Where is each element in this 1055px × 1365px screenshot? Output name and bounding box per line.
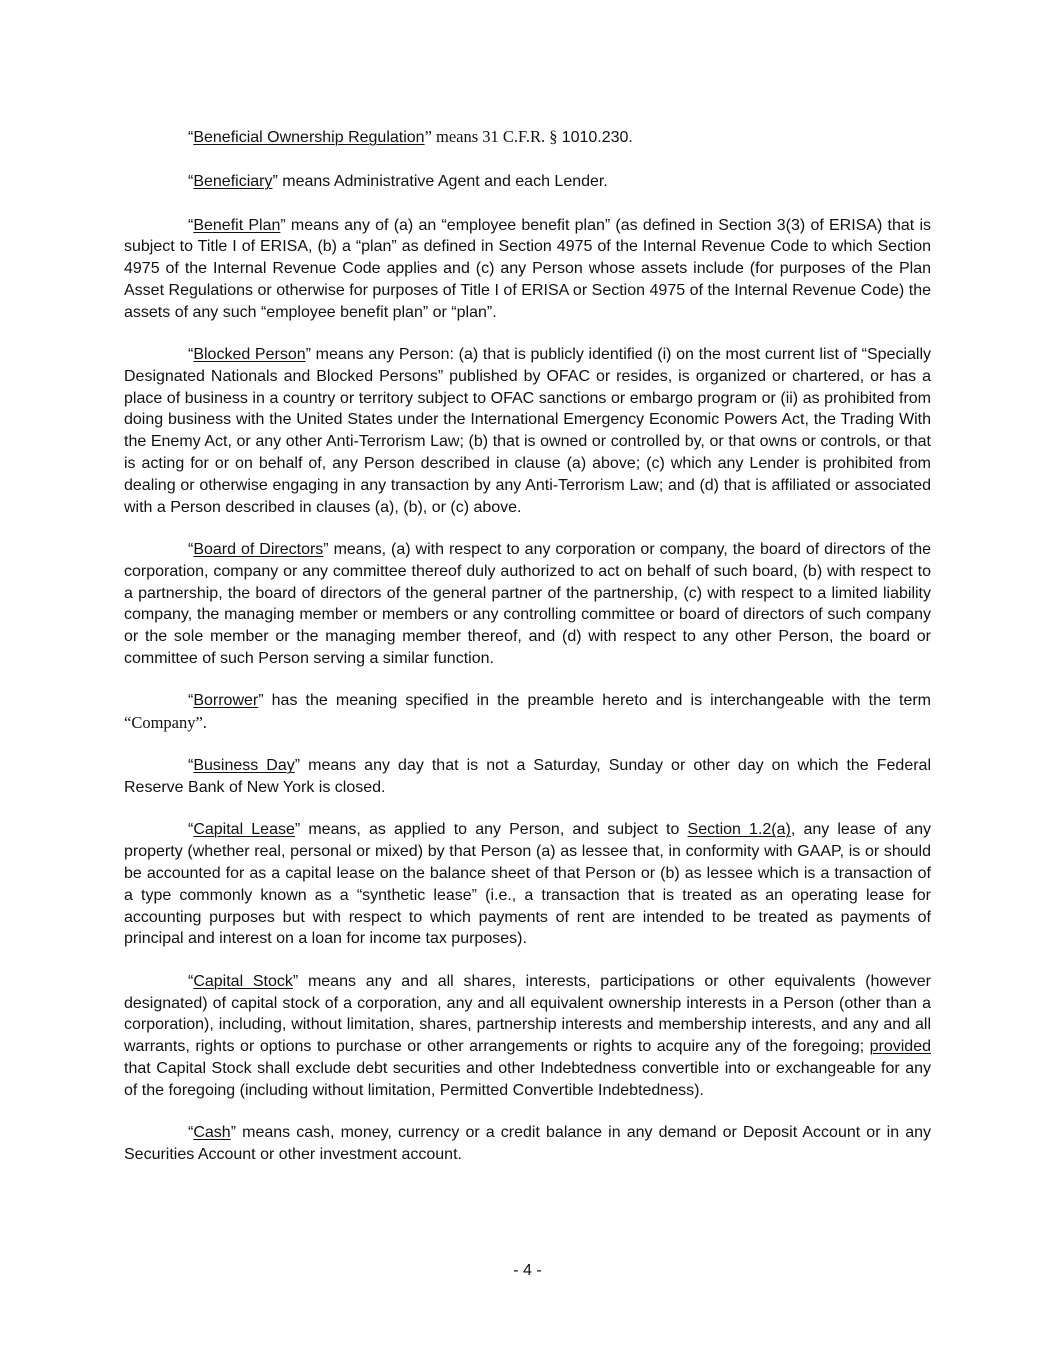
open-quote: “ bbox=[188, 1123, 194, 1141]
definition-text: that Capital Stock shall exclude debt securities and other Indebtedness convertible into or exchangeable for any of the foregoing (including without limitation, Permitted Convertible Indebtedness). bbox=[124, 1059, 931, 1099]
definition-text: ” means, as applied to any Person, and subject to bbox=[294, 821, 688, 839]
definition-text: 1010.230. bbox=[561, 129, 633, 146]
definition-text: ” means any and all shares, interests, participations or other equivalents (however designated) of capital stock of a corporation, any and all equivalent ownership interests in a Person (other than a corporation), including, without limitation, shares, partnership interests and membership interests, and any and all warrants, rights or options to purchase or other arrangements or rights to acquire any of the foregoing; bbox=[124, 972, 931, 1056]
definition-text: , any lease of any property (whether real, personal or mixed) by that Person (a) as lessee that, in conformity with GAAP, is or should be accounted for as a capital lease on the balance sheet of that Person or (b) as lessee which is a transaction of a type commonly known as a “synthetic lease” (i.e., a transaction that is treated as an operating lease for accounting purposes but with respect to which payments of rent are intended to be treated as payments of principal and interest on a loan for income tax purposes). bbox=[124, 821, 932, 948]
open-quote: “ bbox=[188, 216, 194, 234]
definition-blocked-person bbox=[124, 344, 931, 518]
document-page bbox=[124, 126, 931, 1186]
open-quote: “ bbox=[188, 972, 194, 990]
defined-term: Board of Directors bbox=[193, 540, 324, 558]
open-quote: “ bbox=[188, 692, 194, 710]
proviso-term: provided bbox=[869, 1038, 931, 1056]
section-reference: Section 1.2(a) bbox=[687, 821, 791, 839]
page-number: - 4 - bbox=[513, 1262, 542, 1279]
definition-text: ” means any day that is not a Saturday, Sunday or other day on which the Federal Reserve Bank of New York is closed. bbox=[124, 757, 931, 797]
definition-text: ” has the meaning specified in the preamble hereto and is interchangeable with the term bbox=[258, 692, 931, 710]
definition-text: ” means, (a) with respect to any corporation or company, the board of directors of the corporation, company or any committee thereof duly authorized to act on behalf of such board, (b) with respect to a partnership, the board of directors of the general partner of the partnership, (c) with respect to a limited liability company, the managing member or members or any controlling committee or board of directors of such company or the sole member or the managing member thereof, and (d) with respect to any other Person, the board or committee of such Person serving a similar function. bbox=[124, 540, 931, 667]
defined-term: Benefit Plan bbox=[193, 216, 281, 234]
definition-benefit-plan bbox=[124, 215, 931, 324]
defined-term: Cash bbox=[193, 1123, 231, 1141]
open-quote: “ bbox=[188, 540, 194, 558]
definition-business-day bbox=[124, 755, 931, 799]
defined-term: Business Day bbox=[193, 757, 295, 775]
definition-cash bbox=[124, 1122, 931, 1166]
definition-beneficiary bbox=[124, 171, 931, 193]
definition-beneficial-ownership-regulation bbox=[124, 126, 931, 149]
definition-text-serif: “Company”. bbox=[124, 713, 207, 733]
definition-text: ” means any Person: (a) that is publicly identified (i) on the most current list of “Specially Designated Nationals and Blocked Persons” published by OFAC or resides, is organized or chartered, or has a place of business in a country or territory subject to OFAC sanctions or embargo program or (ii) as prohibited from doing business with the United States under the International Emergency Economic Powers Act, the Trading With the Enemy Act, or any other Anti-Terrorism Law; (b) that is owned or controlled by, or that owns or controls, or that is acting for or on behalf of, any Person described in clause (a) above; (c) which any Lender is prohibited from dealing or otherwise engaging in any transaction by any Anti-Terrorism Law; and (d) that is affiliated or associated with a Person described in clauses (a), (b), or (c) above. bbox=[124, 346, 932, 516]
defined-term: Capital Stock bbox=[193, 972, 293, 990]
definition-capital-stock bbox=[124, 971, 931, 1102]
definition-board-of-directors bbox=[124, 539, 931, 670]
open-quote: “ bbox=[188, 129, 194, 146]
open-quote: “ bbox=[188, 346, 194, 364]
defined-term: Capital Lease bbox=[193, 821, 295, 839]
definition-capital-lease bbox=[124, 819, 931, 950]
defined-term: Beneficial Ownership Regulation bbox=[193, 129, 425, 146]
open-quote: “ bbox=[188, 172, 194, 190]
open-quote: “ bbox=[188, 821, 194, 839]
defined-term: Beneficiary bbox=[193, 172, 273, 190]
defined-term: Borrower bbox=[193, 692, 259, 710]
defined-term: Blocked Person bbox=[193, 346, 306, 364]
definition-text: ” means Administrative Agent and each Lender. bbox=[272, 172, 608, 190]
definition-text: ” means any of (a) an “employee benefit plan” (as defined in Section 3(3) of ERISA) that is subject to Title I of ERISA, (b) a “plan” as defined in Section 4975 of the Internal Revenue Code to which Section 4975 of the Internal Revenue Code applies and (c) any Person whose assets include (for purposes of the Plan Asset Regulations or otherwise for purposes of Title I of ERISA or Section 4975 of the Internal Revenue Code) the assets of any such “employee benefit plan” or “plan”. bbox=[124, 216, 932, 321]
open-quote: “ bbox=[188, 757, 194, 775]
definition-text: ” means cash, money, currency or a credit balance in any demand or Deposit Account or in any Securities Account or other investment account. bbox=[124, 1123, 931, 1163]
definition-text-serif: ” means 31 C.F.R. § bbox=[424, 127, 562, 146]
definition-borrower bbox=[124, 690, 931, 735]
